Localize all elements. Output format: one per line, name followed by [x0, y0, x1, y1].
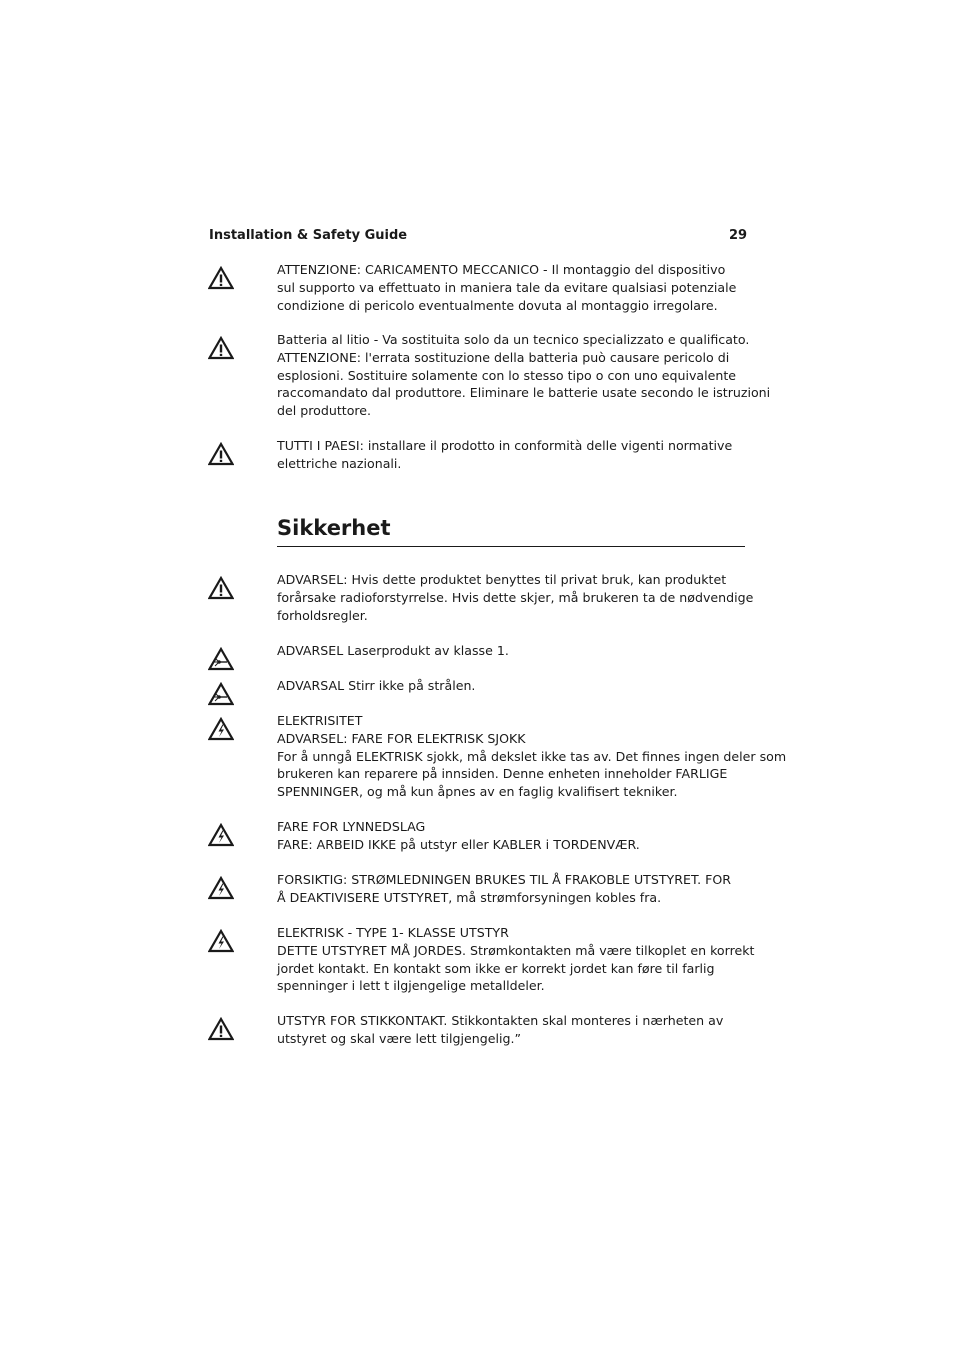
text-line: Å DEAKTIVISERE UTSTYRET, må strømforsyningen kobles fra. [277, 889, 662, 905]
text-line: elettriche nazionali. [277, 455, 402, 471]
text-line: brukeren kan reparere på innsiden. Denne enheten inneholder FARLIGE [277, 766, 728, 782]
section-heading: Sikkerhet [277, 516, 391, 540]
page-number: 29 [729, 228, 748, 243]
text-line: FARE: ARBEID IKKE på utstyr eller KABLER i TORDENVÆR. [277, 836, 640, 852]
laser-warning-icon [208, 682, 234, 706]
entry-text [277, 677, 747, 695]
text-line: forholdsregler. [277, 607, 368, 623]
entry-text [277, 571, 754, 624]
text-line: FARE FOR LYNNEDSLAG [277, 819, 426, 834]
warning-icon [208, 576, 234, 600]
text-line: ELEKTRISK - TYPE 1- KLASSE UTSTYR [277, 925, 509, 940]
entry-text [277, 818, 747, 854]
text-line: DETTE UTSTYRET MÅ JORDES. Strømkontakten må være tilkoplet en korrekt [277, 942, 755, 958]
text-line: raccomandato dal produttore. Eliminare le batterie usate secondo le istruzioni [277, 385, 771, 401]
text-line: del produttore. [277, 403, 372, 419]
text-line: esplosioni. Sostituire solamente con lo stesso tipo o con uno equivalente [277, 367, 737, 383]
electric-warning-icon [208, 823, 234, 847]
entry-text [277, 871, 747, 907]
text-line: ADVARSEL Laserprodukt av klasse 1. [277, 643, 509, 658]
text-line: FORSIKTIG: STRØMLEDNINGEN BRUKES TIL Å FRAKOBLE UTSTYRET. FOR [277, 872, 732, 887]
text-line: Batteria al litio - Va sostituita solo da un tecnico specializzato e qualificato. [277, 332, 750, 347]
entry-text [277, 924, 755, 995]
warning-icon [208, 442, 234, 466]
warning-icon [208, 1017, 234, 1041]
text-line: For å unngå ELEKTRISK sjokk, må dekslet ikke tas av. Det finnes ingen deler som [277, 748, 787, 764]
text-line: UTSTYR FOR STIKKONTAKT. Stikkontakten skal monteres i nærheten av [277, 1013, 724, 1028]
electric-warning-icon [208, 717, 234, 741]
text-line: ATTENZIONE: CARICAMENTO MECCANICO - Il montaggio del dispositivo [277, 262, 726, 277]
entry-text [277, 1012, 747, 1048]
entry-text [277, 261, 747, 314]
entry-text [277, 712, 787, 801]
text-line: SPENNINGER, og må kun åpnes av en faglig kvalifisert tekniker. [277, 784, 678, 800]
text-line: jordet kontakt. En kontakt som ikke er korrekt jordet kan føre til farlig [277, 960, 715, 976]
text-line: ATTENZIONE: l'errata sostituzione della batteria può causare pericolo di [277, 349, 730, 365]
entry-text [277, 331, 771, 420]
text-line: spenninger i lett t ilgjengelige metalldeler. [277, 978, 545, 994]
text-line: ADVARSAL Stirr ikke på strålen. [277, 678, 476, 693]
warning-icon [208, 266, 234, 290]
text-line: ADVARSEL: FARE FOR ELEKTRISK SJOKK [277, 730, 526, 746]
electric-warning-icon [208, 876, 234, 900]
text-line: utstyret og skal være lett tilgjengelig.” [277, 1030, 522, 1046]
running-header-title: Installation & Safety Guide [209, 228, 408, 243]
electric-warning-icon [208, 929, 234, 953]
entry-text [277, 642, 747, 660]
section-divider [277, 546, 745, 547]
text-line: forårsake radioforstyrrelse. Hvis dette skjer, må brukeren ta de nødvendige [277, 589, 754, 605]
text-line: ELEKTRISITET [277, 713, 363, 728]
text-line: sul supporto va effettuato in maniera tale da evitare qualsiasi potenziale [277, 279, 737, 295]
entry-text [277, 437, 747, 473]
warning-icon [208, 336, 234, 360]
laser-warning-icon [208, 647, 234, 671]
text-line: ADVARSEL: Hvis dette produktet benyttes til privat bruk, kan produktet [277, 572, 727, 587]
text-line: condizione di pericolo eventualmente dovuta al montaggio irregolare. [277, 297, 718, 313]
text-line: TUTTI I PAESI: installare il prodotto in conformità delle vigenti normative [277, 438, 733, 453]
